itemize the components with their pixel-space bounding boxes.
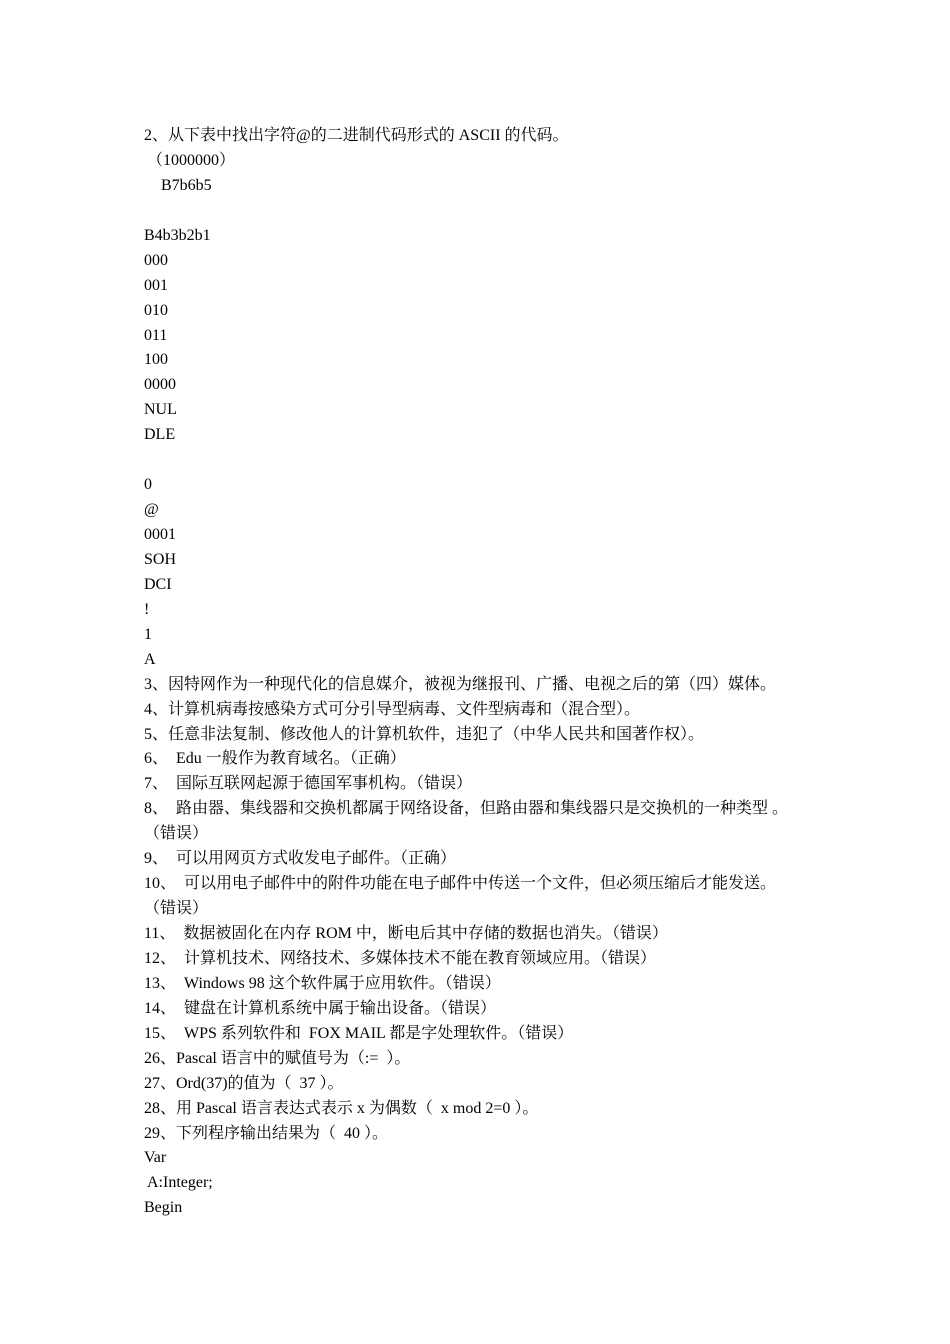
table-cell: 010: [144, 301, 168, 319]
table-cell: 0001: [144, 526, 176, 543]
question-item: 4、计算机病毒按感染方式可分引导型病毒、文件型病毒和（混合型）。: [144, 700, 641, 718]
question-item: 13、 Windows 98 这个软件属于应用软件。（错误）: [144, 974, 501, 992]
question-item: 27、Ord(37)的值为（ 37 ）。: [144, 1074, 344, 1092]
document-body: [144, 124, 834, 1221]
text-line: （1000000）: [147, 151, 236, 169]
question-item: 5、任意非法复制、修改他人的计算机软件，违犯了（中华人民共和国著作权）。: [144, 725, 705, 743]
table-cell: 000: [144, 251, 168, 269]
question-item: 3、因特网作为一种现代化的信息媒介，被视为继报刊、广播、电视之后的第（四）媒体。: [144, 675, 777, 693]
blank-line: [144, 448, 834, 473]
text-line: 2、从下表中找出字符@的二进制代码形式的 ASCII 的代码。: [144, 127, 569, 144]
question-item: 12、 计算机技术、网络技术、多媒体技术不能在教育领域应用。（错误）: [144, 949, 657, 967]
table-cell: NUL: [144, 401, 177, 419]
question-item: 9、 可以用网页方式收发电子邮件。（正确）: [144, 850, 457, 868]
table-cell: 0000: [144, 376, 176, 394]
table-cell: 100: [144, 351, 168, 369]
question-item: 8、 路由器、集线器和交换机都属于网络设备，但路由器和集线器只是交换机的一种类型 。: [144, 800, 789, 818]
table-header-cell: B4b3b2b1: [144, 226, 211, 244]
table-cell: A: [144, 650, 156, 668]
table-cell: 011: [144, 326, 168, 344]
code-line: Begin: [144, 1199, 183, 1217]
code-line: A:Integer;: [147, 1174, 213, 1192]
table-cell: DCI: [144, 575, 172, 593]
table-cell: !: [144, 600, 150, 618]
question-item: 14、 键盘在计算机系统中属于输出设备。（错误）: [144, 999, 497, 1017]
table-header-cell: B7b6b5: [161, 176, 212, 194]
question-item: 11、 数据被固化在内存 ROM 中，断电后其中存储的数据也消失。（错误）: [144, 925, 668, 942]
question-item: 26、Pascal 语言中的赋值号为（:= ）。: [144, 1049, 411, 1067]
question-item: 29、下列程序输出结果为（ 40 ）。: [144, 1124, 389, 1142]
question-item: 28、用 Pascal 语言表达式表示 x 为偶数（ x mod 2=0 ）。: [144, 1099, 539, 1117]
question-item: 7、 国际互联网起源于德国军事机构。（错误）: [144, 775, 473, 793]
table-cell: 0: [144, 476, 152, 494]
question-answer: （错误）: [144, 825, 209, 843]
table-cell: SOH: [144, 550, 177, 568]
question-answer: （错误）: [144, 900, 209, 918]
question-item: 6、 Edu 一般作为教育域名。（正确）: [144, 750, 406, 768]
table-cell: DLE: [144, 426, 176, 444]
table-cell: 001: [144, 276, 168, 294]
question-item: 15、 WPS 系列软件和 FOX MAIL 都是字处理软件。（错误）: [144, 1024, 574, 1042]
table-cell: @: [144, 501, 159, 519]
code-line: Var: [144, 1149, 167, 1167]
blank-line: [144, 199, 834, 224]
question-item: 10、 可以用电子邮件中的附件功能在电子邮件中传送一个文件，但必须压缩后才能发送。: [144, 875, 777, 893]
table-cell: 1: [144, 625, 152, 643]
